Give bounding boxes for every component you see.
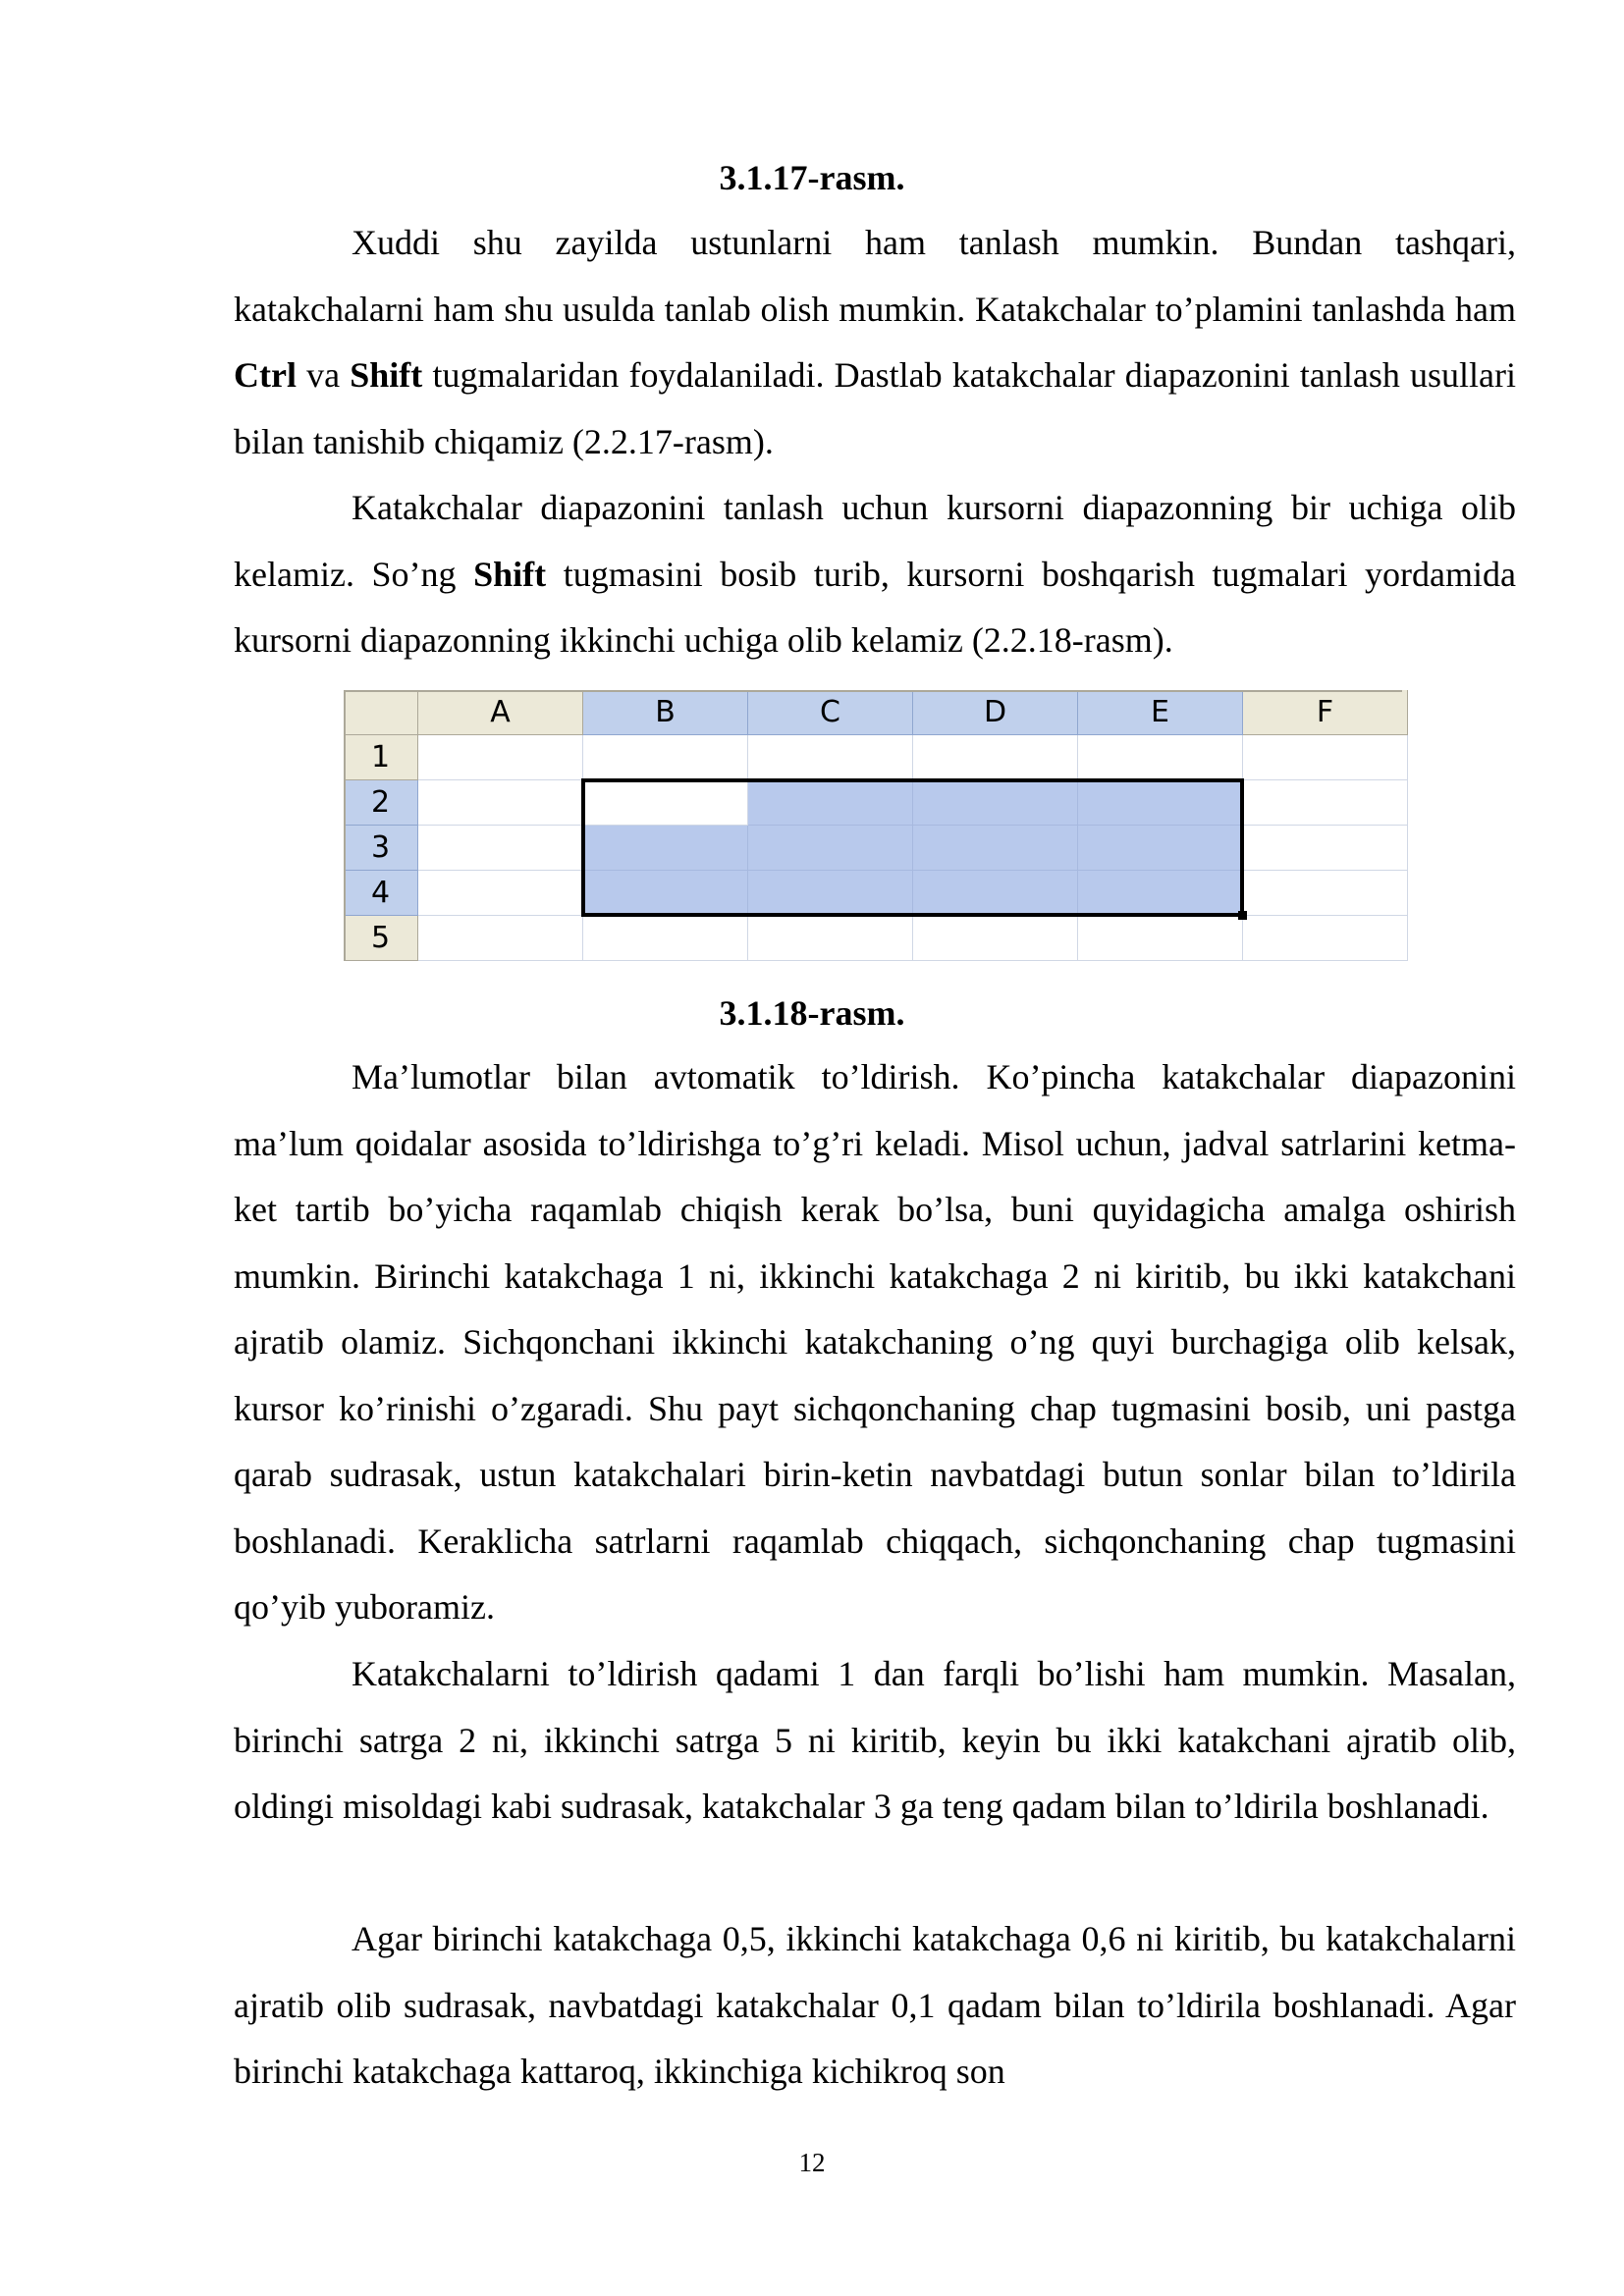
cell-e3[interactable] — [1078, 826, 1243, 871]
paragraph-selecting-ranges — [234, 210, 1516, 475]
paragraph-autofill: Ma’lumotlar bilan avtomatik to’ldirish. Ko’pincha katakchalar diapazonini ma’lum qoidalar asosida to’ldirishga to’g’ri keladi. Misol uchun, jadval satrlarini ketma-ket tartib bo’yicha raqamlab chiqish kerak bo’lsa, buni quyidagicha amalga oshirish mumkin. Birinchi katakchaga 1 ni, ikkinchi katakchaga 2 ni kiritib, bu ikki katakchani ajratib olamiz. Sichqonchani ikkinchi katakchaning o’ng quyi burchagiga olib kelsak, kursor ko’rinishi o’zgaradi. Shu payt sichqonchaning chap tugmasini bosib, uni pastga qarab sudrasak, ustun katakchalari birin-ketin navbatdagi butun sonlar bilan to’ldirila boshlanadi. Keraklicha satrlarni raqamlab chiqqach, sichqonchaning chap tugmasini qo’yib yuboramiz. — [234, 1057, 1516, 1627]
cell-b4[interactable] — [583, 871, 748, 916]
column-header-f[interactable]: F — [1243, 690, 1408, 735]
row-header-2[interactable]: 2 — [344, 780, 418, 826]
cell-f1[interactable] — [1243, 735, 1408, 780]
cell-a4[interactable] — [418, 871, 583, 916]
paragraph-text: Xuddi shu zayilda ustunlarni ham tanlash mumkin. Bundan tashqari, katakchalarni ham shu usulda tanlab olish mumkin. Katakchalar to’plamini tanlashda ham — [234, 223, 1516, 329]
select-all-corner[interactable] — [344, 690, 418, 735]
column-header-e[interactable]: E — [1078, 690, 1243, 735]
cell-c4[interactable] — [748, 871, 913, 916]
cell-e5[interactable] — [1078, 916, 1243, 961]
sheet-left-edge — [344, 690, 346, 961]
cell-c1[interactable] — [748, 735, 913, 780]
column-header-d[interactable]: D — [913, 690, 1078, 735]
cell-e2[interactable] — [1078, 780, 1243, 826]
cell-d1[interactable] — [913, 735, 1078, 780]
cell-c5[interactable] — [748, 916, 913, 961]
shift-key-label: Shift — [473, 554, 547, 594]
ctrl-key-label: Ctrl — [234, 355, 297, 395]
page-number: 12 — [798, 2148, 826, 2177]
cell-f3[interactable] — [1243, 826, 1408, 871]
shift-key-label: Shift — [350, 355, 423, 395]
cell-b2[interactable] — [583, 780, 748, 826]
column-header-c[interactable]: C — [748, 690, 913, 735]
figure-caption-3-1-17: 3.1.17-rasm. — [719, 158, 905, 197]
fill-handle[interactable] — [1238, 911, 1247, 920]
cell-b1[interactable] — [583, 735, 748, 780]
cell-c3[interactable] — [748, 826, 913, 871]
row-header-1[interactable]: 1 — [344, 735, 418, 780]
paragraph-text: Katakchalar diapazonini tanlash uchun kursorni diapazonning bir uchiga olib kelamiz. So’ng — [234, 488, 1516, 594]
paragraph-text: tugmalaridan foydalaniladi. Dastlab katakchalar diapazonini tanlash usullari bilan tanishib chiqamiz (2.2.17-rasm). — [234, 355, 1516, 461]
column-header-a[interactable]: A — [418, 690, 583, 735]
cell-a5[interactable] — [418, 916, 583, 961]
sheet-top-edge — [344, 690, 1402, 692]
cell-d5[interactable] — [913, 916, 1078, 961]
cell-e1[interactable] — [1078, 735, 1243, 780]
cell-b5[interactable] — [583, 916, 748, 961]
figure-caption-3-1-18: 3.1.18-rasm. — [719, 993, 905, 1033]
cell-f2[interactable] — [1243, 780, 1408, 826]
row-header-3[interactable]: 3 — [344, 826, 418, 871]
cell-f4[interactable] — [1243, 871, 1408, 916]
paragraph-text: tugmasini bosib turib, kursorni boshqarish tugmalari yordamida kursorni diapazonning ikkinchi uchiga olib kelamiz (2.2.18-rasm). — [234, 554, 1516, 660]
spreadsheet-figure — [344, 690, 1402, 961]
paragraph-text: va — [296, 355, 351, 395]
cell-d2[interactable] — [913, 780, 1078, 826]
cell-a3[interactable] — [418, 826, 583, 871]
cell-e4[interactable] — [1078, 871, 1243, 916]
row-header-5[interactable]: 5 — [344, 916, 418, 961]
paragraph-shift-selection — [234, 475, 1516, 674]
row-header-4[interactable]: 4 — [344, 871, 418, 916]
cell-d4[interactable] — [913, 871, 1078, 916]
column-header-b[interactable]: B — [583, 690, 748, 735]
cell-a1[interactable] — [418, 735, 583, 780]
cell-a2[interactable] — [418, 780, 583, 826]
paragraph-decimal-step: Agar birinchi katakchaga 0,5, ikkinchi katakchaga 0,6 ni kiritib, bu katakchalarni ajratib olib sudrasak, navbatdagi katakchalar 0,1 qadam bilan to’ldirila boshlanadi. Agar birinchi katakchaga kattaroq, ikkinchiga kichikroq son — [234, 1919, 1516, 2091]
paragraph-fill-step: Katakchalarni to’ldirish qadami 1 dan farqli bo’lishi ham mumkin. Masalan, birinchi satrga 2 ni, ikkinchi satrga 5 ni kiritib, keyin bu ikki katakchani ajratib olib, oldingi misoldagi kabi sudrasak, katakchalar 3 ga teng qadam bilan to’ldirila boshlanadi. — [234, 1654, 1516, 1826]
cell-c2[interactable] — [748, 780, 913, 826]
cell-f5[interactable] — [1243, 916, 1408, 961]
cell-d3[interactable] — [913, 826, 1078, 871]
cell-b3[interactable] — [583, 826, 748, 871]
